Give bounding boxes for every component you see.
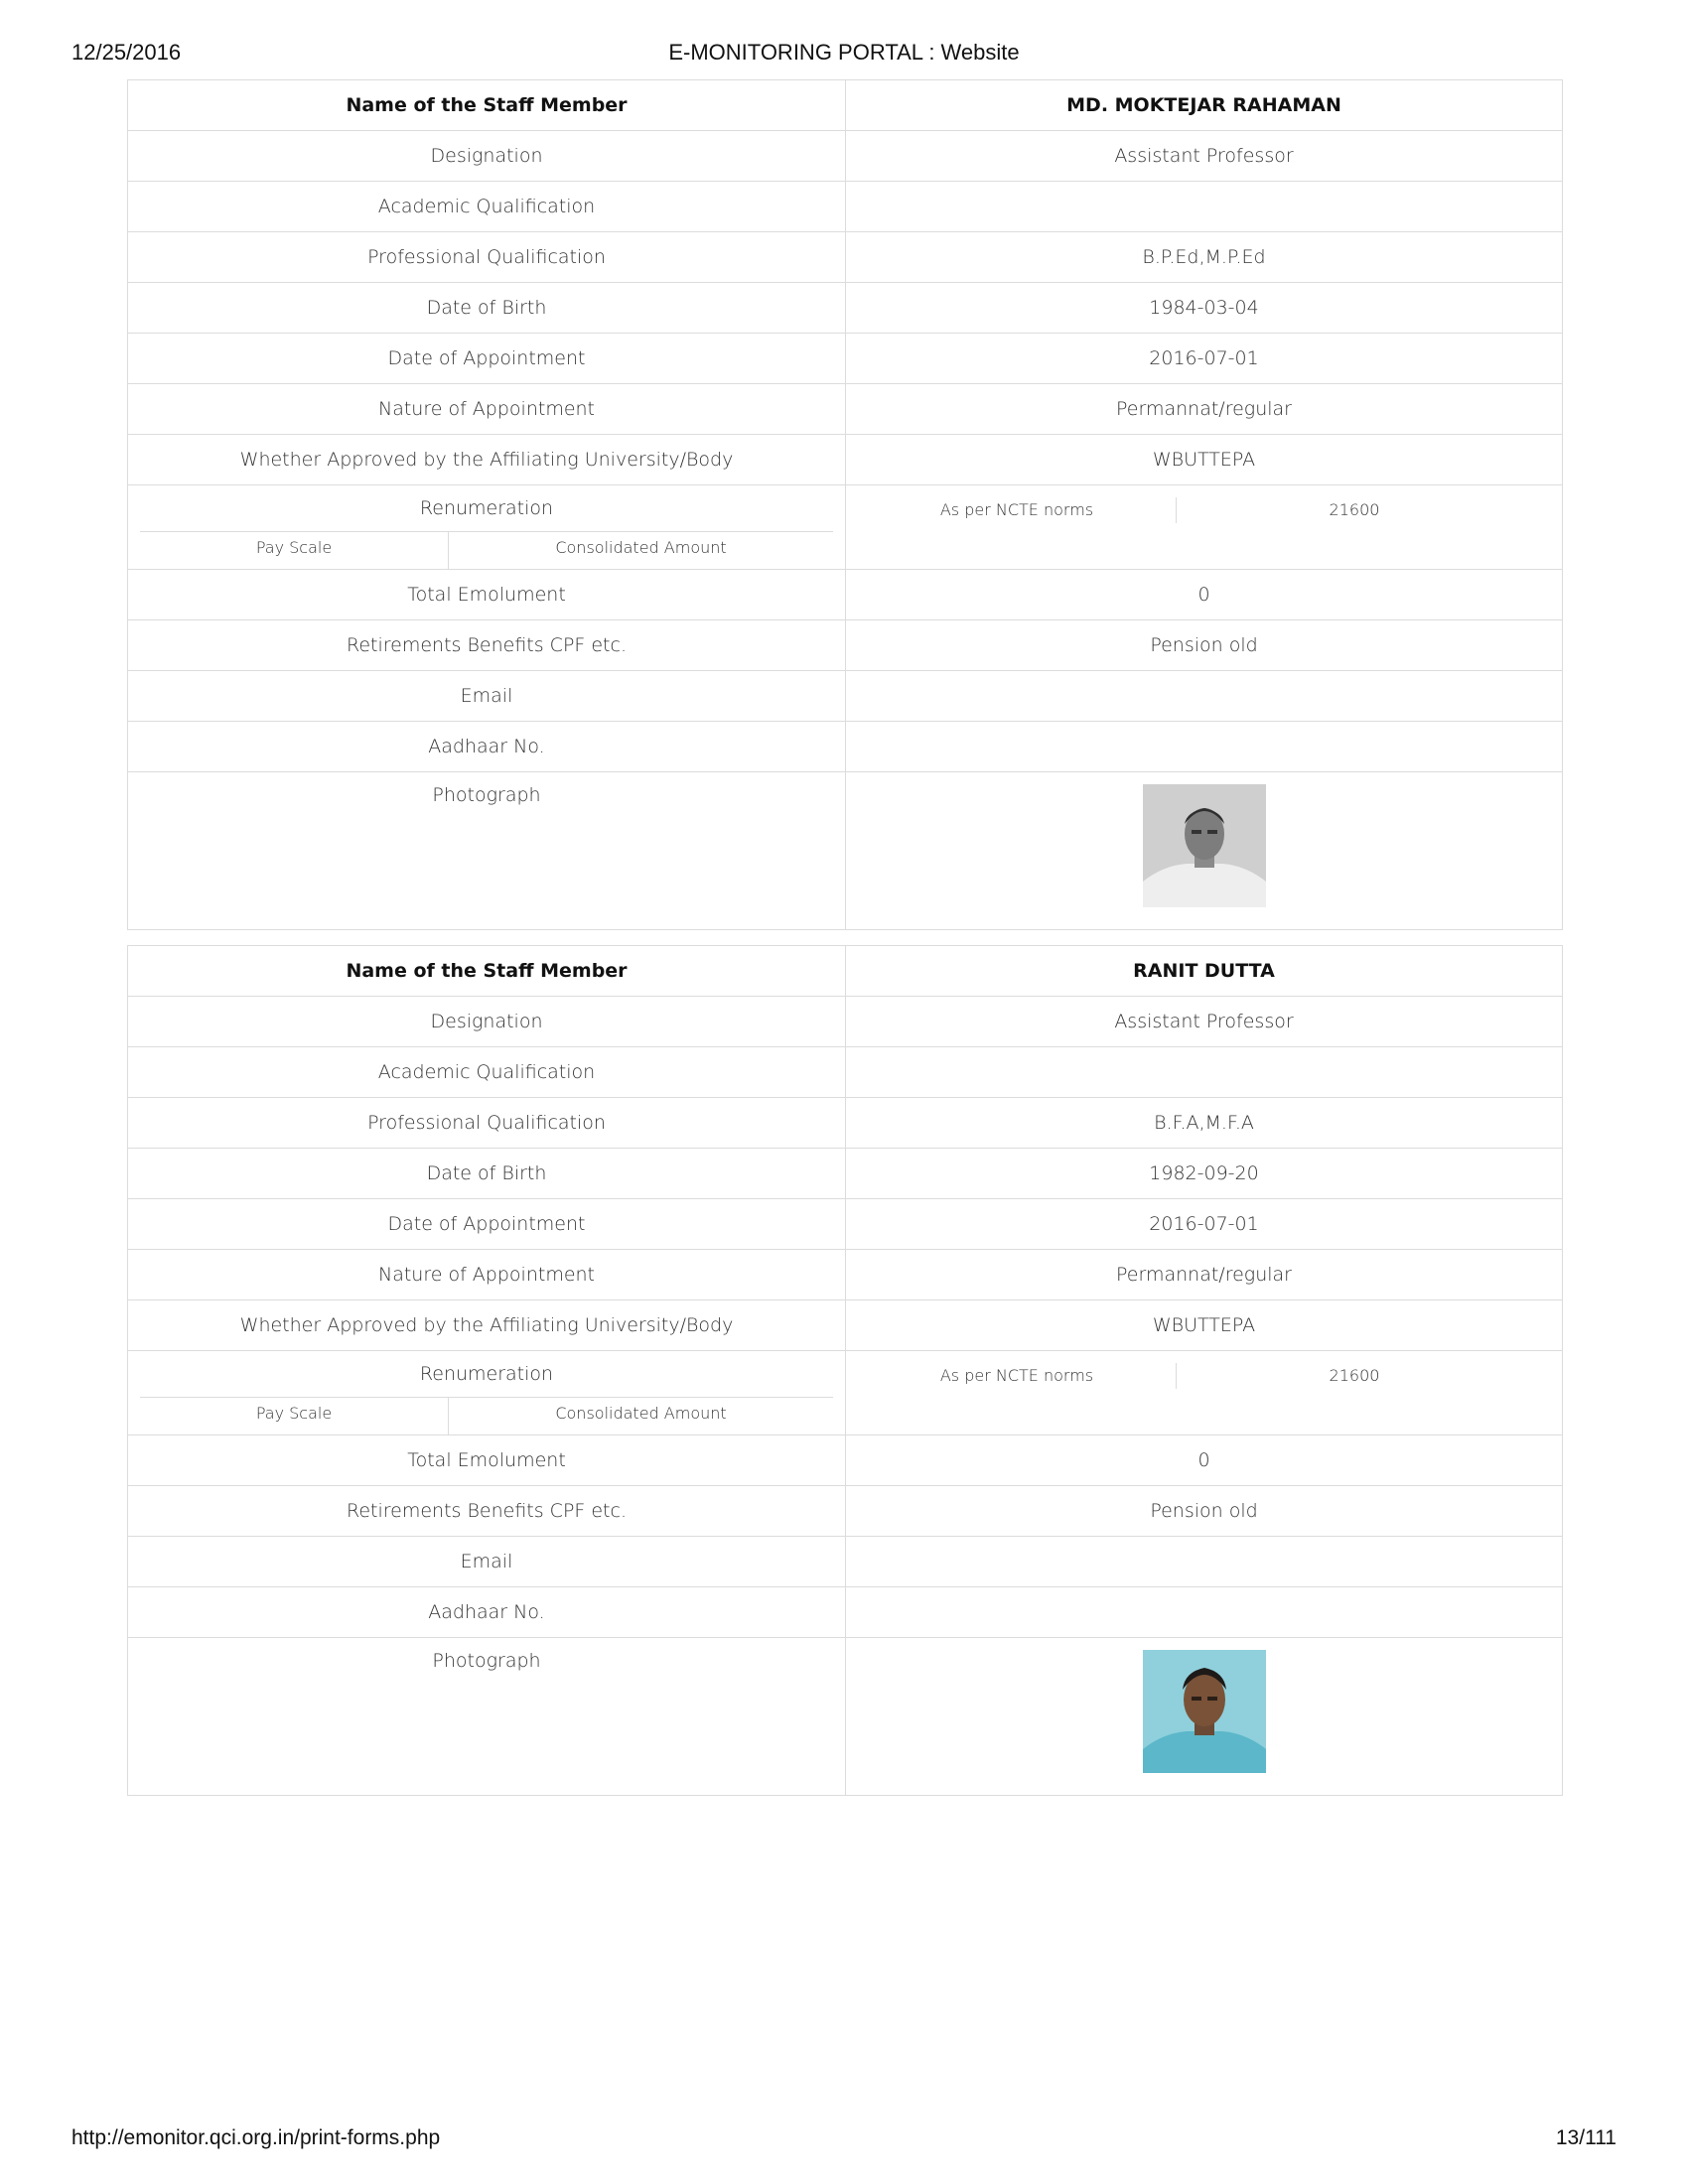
value-academic [846,182,1563,232]
row-approved [128,435,1563,485]
label-consolidated: Consolidated Amount [555,538,727,557]
row-email [128,671,1563,722]
label-retirement: Retirements Benefits CPF etc. [128,1486,846,1537]
value-pay-scale: As per NCTE norms [858,1363,1177,1389]
value-dob: 1984-03-04 [846,283,1563,334]
label-dob: Date of Birth [128,283,846,334]
value-name: MD. MOKTEJAR RAHAMAN [846,80,1563,131]
row-professional [128,1098,1563,1149]
label-renumeration: Renumeration [140,1351,833,1398]
row-email [128,1537,1563,1587]
label-academic: Academic Qualification [128,182,846,232]
row-approved [128,1300,1563,1351]
value-dob: 1982-09-20 [846,1149,1563,1199]
row-aadhaar [128,722,1563,772]
label-email: Email [128,1537,846,1587]
value-email [846,1537,1563,1587]
label-aadhaar: Aadhaar No. [128,722,846,772]
label-name: Name of the Staff Member [128,80,846,131]
row-name [128,80,1563,131]
row-designation [128,997,1563,1047]
label-aadhaar: Aadhaar No. [128,1587,846,1638]
label-approved: Whether Approved by the Affiliating University/Body [128,1300,846,1351]
row-dob [128,283,1563,334]
value-professional: B.F.A,M.F.A [846,1098,1563,1149]
staff-table-1 [127,79,1563,930]
value-doa: 2016-07-01 [846,1199,1563,1250]
label-doa: Date of Appointment [128,1199,846,1250]
staff-photo [1143,784,1266,907]
value-designation: Assistant Professor [846,997,1563,1047]
label-designation: Designation [128,131,846,182]
row-retirement [128,1486,1563,1537]
label-total: Total Emolument [128,1435,846,1486]
value-email [846,671,1563,722]
row-academic [128,1047,1563,1098]
label-email: Email [128,671,846,722]
footer-url: http://emonitor.qci.org.in/print-forms.php [71,2126,441,2149]
value-consolidated: 21600 [1329,500,1380,519]
label-photograph: Photograph [128,1638,846,1796]
label-designation: Designation [128,997,846,1047]
row-doa [128,334,1563,384]
label-pay-scale: Pay Scale [140,532,449,569]
value-name: RANIT DUTTA [846,946,1563,997]
label-total: Total Emolument [128,570,846,620]
row-dob [128,1149,1563,1199]
row-photograph [128,1638,1563,1796]
row-total [128,570,1563,620]
print-date: 12/25/2016 [71,40,182,65]
value-approved: WBUTTEPA [846,435,1563,485]
staff-table-2 [127,945,1563,1796]
value-total: 0 [846,1435,1563,1486]
staff-photo [1143,1650,1266,1773]
label-academic: Academic Qualification [128,1047,846,1098]
value-retirement: Pension old [846,620,1563,671]
page-title: E-MONITORING PORTAL : Website [668,40,1020,65]
value-aadhaar [846,1587,1563,1638]
value-doa: 2016-07-01 [846,334,1563,384]
row-nature [128,1250,1563,1300]
value-renumeration-cell [846,485,1563,570]
value-professional: B.P.Ed,M.P.Ed [846,232,1563,283]
value-retirement: Pension old [846,1486,1563,1537]
value-photograph-cell [846,772,1563,930]
value-academic [846,1047,1563,1098]
value-designation: Assistant Professor [846,131,1563,182]
photo-portrait-icon [1143,1650,1266,1773]
label-renumeration: Renumeration [140,485,833,532]
value-approved: WBUTTEPA [846,1300,1563,1351]
label-nature: Nature of Appointment [128,1250,846,1300]
row-aadhaar [128,1587,1563,1638]
label-name: Name of the Staff Member [128,946,846,997]
value-nature: Permannat/regular [846,1250,1563,1300]
value-pay-scale: As per NCTE norms [858,497,1177,523]
label-renumeration-cell [128,485,846,570]
row-academic [128,182,1563,232]
row-designation [128,131,1563,182]
label-consolidated: Consolidated Amount [555,1404,727,1423]
row-name [128,946,1563,997]
footer-page-number: 13/111 [1555,2126,1617,2149]
value-consolidated: 21600 [1329,1366,1380,1385]
label-professional: Professional Qualification [128,232,846,283]
row-total [128,1435,1563,1486]
label-nature: Nature of Appointment [128,384,846,435]
value-nature: Permannat/regular [846,384,1563,435]
row-photograph [128,772,1563,930]
row-nature [128,384,1563,435]
row-professional [128,232,1563,283]
label-retirement: Retirements Benefits CPF etc. [128,620,846,671]
row-renumeration [128,1351,1563,1435]
label-renumeration-cell [128,1351,846,1435]
photo-portrait-icon [1143,784,1266,907]
label-dob: Date of Birth [128,1149,846,1199]
label-doa: Date of Appointment [128,334,846,384]
label-photograph: Photograph [128,772,846,930]
label-professional: Professional Qualification [128,1098,846,1149]
label-approved: Whether Approved by the Affiliating University/Body [128,435,846,485]
value-aadhaar [846,722,1563,772]
value-photograph-cell [846,1638,1563,1796]
label-pay-scale: Pay Scale [140,1398,449,1434]
value-renumeration-cell [846,1351,1563,1435]
row-renumeration [128,485,1563,570]
value-total: 0 [846,570,1563,620]
row-doa [128,1199,1563,1250]
row-retirement [128,620,1563,671]
